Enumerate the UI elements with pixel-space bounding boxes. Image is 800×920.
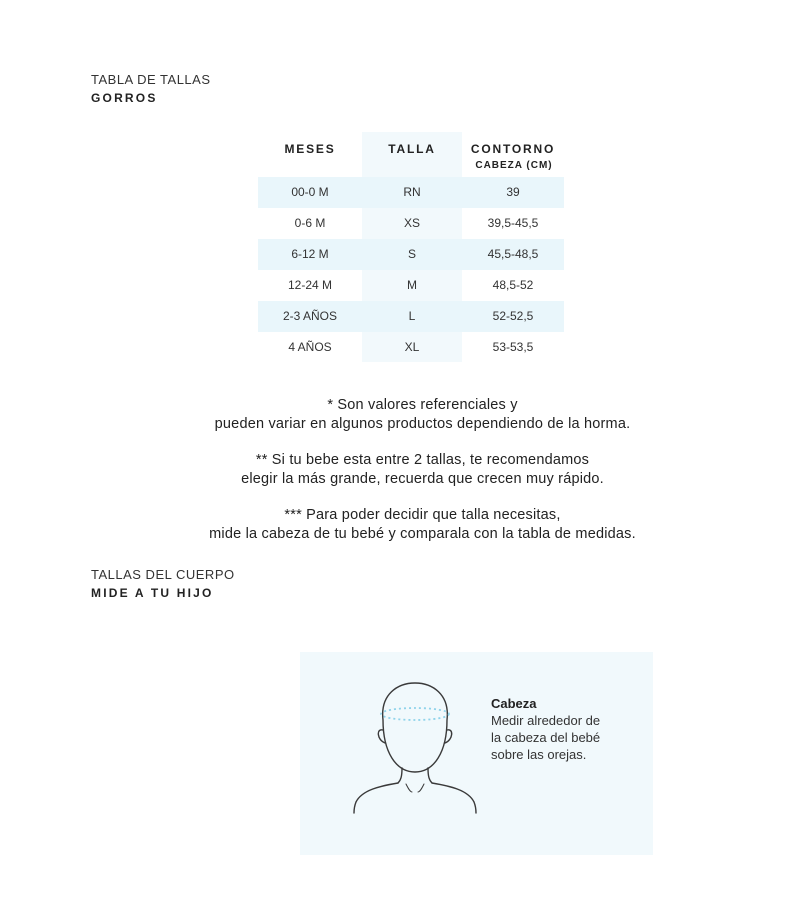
table-row <box>258 270 564 301</box>
measure-line: la cabeza del bebé <box>491 730 601 745</box>
table-row <box>258 177 564 208</box>
cell-contour: 45,5-48,5 <box>487 247 539 261</box>
cell-contour: 52-52,5 <box>492 309 534 323</box>
note-line: mide la cabeza de tu bebé y comparala con la tabla de medidas. <box>209 526 636 542</box>
body-section-subtitle: MIDE A TU HIJO <box>91 586 214 600</box>
cell-contour: 53-53,5 <box>492 340 534 354</box>
cell-months: 00-0 M <box>291 185 329 199</box>
cell-months: 4 AÑOS <box>288 340 332 354</box>
cell-months: 2-3 AÑOS <box>282 309 338 323</box>
note-line: pueden variar en algunos productos dependiendo de la horma. <box>214 416 631 432</box>
head-measure-description <box>491 695 600 763</box>
cell-contour: 39 <box>506 185 520 199</box>
note-reference-values <box>0 396 800 434</box>
note-line: * Son valores referenciales y <box>327 397 518 413</box>
cell-months: 12-24 M <box>287 278 333 292</box>
measure-line: sobre las orejas. <box>491 747 587 762</box>
cell-months: 6-12 M <box>291 247 329 261</box>
body-section-heading <box>91 566 235 602</box>
table-row <box>258 301 564 332</box>
cell-months: 0-6 M <box>294 216 326 230</box>
cell-size: S <box>407 247 416 261</box>
note-line: elegir la más grande, recuerda que crecen muy rápido. <box>241 471 604 487</box>
cell-size: XL <box>404 340 420 354</box>
header-size: TALLA <box>388 142 436 156</box>
table-row <box>258 208 564 239</box>
cell-contour: 48,5-52 <box>492 278 534 292</box>
hats-section-subtitle: GORROS <box>91 91 158 105</box>
size-table <box>258 132 564 362</box>
cell-contour: 39,5-45,5 <box>487 216 539 230</box>
header-contour-unit: CABEZA (CM) <box>475 160 553 171</box>
body-section-title: TALLAS DEL CUERPO <box>91 567 235 582</box>
table-row <box>258 332 564 363</box>
measure-line: Medir alrededor de <box>491 713 601 728</box>
header-months: MESES <box>284 142 336 156</box>
baby-head-measure-icon <box>350 680 480 820</box>
header-contour: CONTORNO <box>470 142 556 156</box>
cell-size: L <box>408 309 416 323</box>
note-line: ** Si tu bebe esta entre 2 tallas, te recomendamos <box>255 452 590 468</box>
head-measure-title: Cabeza <box>491 696 537 711</box>
note-measure-head <box>0 506 800 544</box>
table-row <box>258 239 564 270</box>
note-between-sizes <box>0 451 800 489</box>
note-line: *** Para poder decidir que talla necesitas, <box>284 507 561 523</box>
hats-section-heading <box>91 71 211 107</box>
head-measure-panel <box>300 652 653 855</box>
cell-size: M <box>407 278 417 292</box>
cell-size: XS <box>403 216 420 230</box>
cell-size: RN <box>403 185 421 199</box>
hats-section-title: TABLA DE TALLAS <box>91 72 211 87</box>
